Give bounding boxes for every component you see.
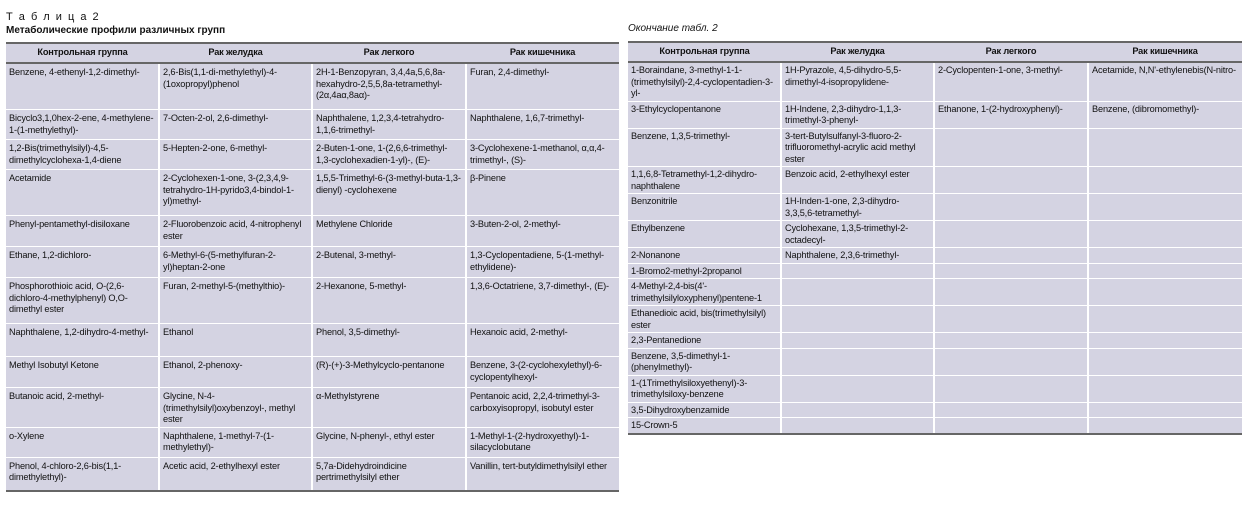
table-cell <box>934 128 1088 167</box>
table-cell: 7-Octen-2-ol, 2,6-dimethyl- <box>159 110 312 140</box>
table-number: Т а б л и ц а 2 <box>6 11 101 23</box>
column-header: Рак кишечника <box>466 43 619 63</box>
table-cell <box>781 418 934 434</box>
table-cell <box>781 333 934 349</box>
table-cell: Glycine, N-4-(trimethylsilyl)oxybenzoyl-, methyl ester <box>159 388 312 428</box>
table-cell: Acetamide <box>6 170 159 216</box>
table-cell: Benzene, (dibromomethyl)- <box>1088 101 1242 128</box>
table-row <box>628 167 1242 194</box>
table-cell <box>1088 306 1242 333</box>
table-row <box>6 427 619 457</box>
table-cell: 1H-Pyrazole, 4,5-dihydro-5,5-dimethyl-4-isopropylidene- <box>781 62 934 101</box>
table-cell: 3-Cyclohexene-1-methanol, α,α,4-trimethyl-, (S)- <box>466 140 619 170</box>
table-cell: 2H-1-Benzopyran, 3,4,4a,5,6,8a-hexahydro-2,5,5,8a-tetramethyl-(2α,4aα,8aα)- <box>312 63 466 110</box>
table-cell: Cyclohexane, 1,3,5-trimethyl-2-octadecyl- <box>781 221 934 248</box>
table-cell: Acetamide, N,N'-ethylenebis(N-nitro- <box>1088 62 1242 101</box>
table-cell <box>934 348 1088 375</box>
table-cell <box>1088 418 1242 434</box>
table-cell: 3,5-Dihydroxybenzamide <box>628 402 781 418</box>
table-cell: Phenol, 4-chloro-2,6-bis(1,1-dimethylethyl)- <box>6 457 159 491</box>
table-cell: 1,3,6-Octatriene, 3,7-dimethyl-, (E)- <box>466 278 619 324</box>
table-cell: Methyl Isobutyl Ketone <box>6 357 159 388</box>
table-row <box>628 418 1242 434</box>
column-header: Контрольная группа <box>628 42 781 62</box>
table-row <box>6 63 619 110</box>
table-cell <box>1088 348 1242 375</box>
table-row <box>6 110 619 140</box>
column-header: Рак желудка <box>159 43 312 63</box>
table-cell: (R)-(+)-3-Methylcyclo-pentanone <box>312 357 466 388</box>
table-cell: 3-Buten-2-ol, 2-methyl- <box>466 216 619 247</box>
table-row <box>628 306 1242 333</box>
table-cell: Bicyclo3,1,0hex-2-ene, 4-methylene-1-(1-methylethyl)- <box>6 110 159 140</box>
table-cell: 2-Hexanone, 5-methyl- <box>312 278 466 324</box>
table-cell: Naphthalene, 2,3,6-trimethyl- <box>781 248 934 264</box>
table-row <box>6 388 619 428</box>
table-cell <box>934 306 1088 333</box>
table-cell <box>934 333 1088 349</box>
table-cell: Phosphorothioic acid, O-(2,6-dichloro-4-methylphenyl) O,O-dimethyl ester <box>6 278 159 324</box>
table-cell: Naphthalene, 1,2,3,4-tetrahydro-1,1,6-trimethyl- <box>312 110 466 140</box>
table-cell: 1,1,6,8-Tetramethyl-1,2-dihydro-naphthalene <box>628 167 781 194</box>
table-cell: Benzene, 1,3,5-trimethyl- <box>628 128 781 167</box>
table-cell: 1H-Inden-1-one, 2,3-dihydro-3,3,5,6-tetramethyl- <box>781 194 934 221</box>
table-cell: Ethane, 1,2-dichloro- <box>6 247 159 278</box>
table-row <box>628 221 1242 248</box>
table-cell: Furan, 2-methyl-5-(methylthio)- <box>159 278 312 324</box>
table-cell: 1,5,5-Trimethyl-6-(3-methyl-buta-1,3-dienyl) -cyclohexene <box>312 170 466 216</box>
table-2-panel <box>6 0 619 492</box>
metabolic-profiles-table <box>6 42 619 492</box>
table-cell: 2-Cyclopenten-1-one, 3-methyl- <box>934 62 1088 101</box>
table-cell: 1,2-Bis(trimethylsilyl)-4,5-dimethylcyclohexa-1,4-diene <box>6 140 159 170</box>
table-cell <box>781 348 934 375</box>
table-cell <box>1088 402 1242 418</box>
table-cell <box>934 194 1088 221</box>
table-cell <box>934 248 1088 264</box>
table-cell: 5,7a-Didehydroindicine pertrimethylsilyl ether <box>312 457 466 491</box>
table-row <box>6 216 619 247</box>
table-cell: Glycine, N-phenyl-, ethyl ester <box>312 427 466 457</box>
table-cell <box>1088 221 1242 248</box>
table-cell <box>781 402 934 418</box>
table-row <box>628 101 1242 128</box>
table-cell: Ethanedioic acid, bis(trimethylsilyl) ester <box>628 306 781 333</box>
table-cell: 1H-Indene, 2,3-dihydro-1,1,3-trimethyl-3-phenyl- <box>781 101 934 128</box>
table-cell <box>781 375 934 402</box>
table-cell: 2-Fluorobenzoic acid, 4-nitrophenyl ester <box>159 216 312 247</box>
table-cell: 2-Nonanone <box>628 248 781 264</box>
table-2-continuation-panel <box>628 0 1242 435</box>
table-row <box>628 263 1242 279</box>
table-cell <box>934 418 1088 434</box>
table-cell <box>934 279 1088 306</box>
column-header: Рак легкого <box>934 42 1088 62</box>
table-cell: Naphthalene, 1-methyl-7-(1-methylethyl)- <box>159 427 312 457</box>
metabolic-profiles-table-continued <box>628 41 1242 435</box>
table-cell <box>934 402 1088 418</box>
table-cell: 1-Boraindane, 3-methyl-1-1-(trimethylsilyl)-2,4-cyclopentadien-3-yl- <box>628 62 781 101</box>
table-row <box>6 278 619 324</box>
table-cell <box>934 221 1088 248</box>
table-cell: Furan, 2,4-dimethyl- <box>466 63 619 110</box>
table-cell <box>781 279 934 306</box>
table-cell <box>1088 279 1242 306</box>
table-cell: Ethanol, 2-phenoxy- <box>159 357 312 388</box>
table-cell: 2-Butenal, 3-methyl- <box>312 247 466 278</box>
table-cell: β-Pinene <box>466 170 619 216</box>
table-cell <box>934 375 1088 402</box>
table-cell: α-Methylstyrene <box>312 388 466 428</box>
table-cell <box>1088 248 1242 264</box>
table-row <box>6 170 619 216</box>
table-cell: Ethanol <box>159 324 312 357</box>
table-cell: 1-(1Trimethylsiloxyethenyl)-3-trimethylsiloxy-benzene <box>628 375 781 402</box>
column-header: Рак желудка <box>781 42 934 62</box>
table-row <box>628 248 1242 264</box>
table-cell: Hexanoic acid, 2-methyl- <box>466 324 619 357</box>
table-cell: Benzene, 3,5-dimethyl-1-(phenylmethyl)- <box>628 348 781 375</box>
table-cell: Benzene, 4-ethenyl-1,2-dimethyl- <box>6 63 159 110</box>
table-cell: Pentanoic acid, 2,2,4-trimethyl-3-carboxyisopropyl, isobutyl ester <box>466 388 619 428</box>
table-cell: Ethylbenzene <box>628 221 781 248</box>
table-row <box>628 402 1242 418</box>
table-cell: Naphthalene, 1,6,7-trimethyl- <box>466 110 619 140</box>
column-header: Рак кишечника <box>1088 42 1242 62</box>
table-cell: 1-Methyl-1-(2-hydroxyethyl)-1-silacyclobutane <box>466 427 619 457</box>
table-cell: 15-Crown-5 <box>628 418 781 434</box>
continuation-caption: Окончание табл. 2 <box>628 23 718 34</box>
table-row <box>628 62 1242 101</box>
table-cell: Acetic acid, 2-ethylhexyl ester <box>159 457 312 491</box>
table-cell: Benzoic acid, 2-ethylhexyl ester <box>781 167 934 194</box>
table-row <box>628 333 1242 349</box>
table-title: Метаболические профили различных групп <box>6 25 226 36</box>
table-cell <box>1088 194 1242 221</box>
table-cell: 2-Buten-1-one, 1-(2,6,6-trimethyl-1,3-cyclohexadien-1-yl)-, (E)- <box>312 140 466 170</box>
table-cell: Phenol, 3,5-dimethyl- <box>312 324 466 357</box>
table-cell: 2,3-Pentanedione <box>628 333 781 349</box>
table-cell: Butanoic acid, 2-methyl- <box>6 388 159 428</box>
table-cell <box>934 167 1088 194</box>
table-cell: 2-Cyclohexen-1-one, 3-(2,3,4,9-tetrahydro-1H-pyrido3,4-bindol-1-yl)methyl- <box>159 170 312 216</box>
table-cell <box>1088 263 1242 279</box>
table-row <box>6 140 619 170</box>
table-cell: Phenyl-pentamethyl-disiloxane <box>6 216 159 247</box>
table-cell: 5-Hepten-2-one, 6-methyl- <box>159 140 312 170</box>
table-cell <box>1088 167 1242 194</box>
table-cell: 6-Methyl-6-(5-methylfuran-2-yl)heptan-2-one <box>159 247 312 278</box>
table-cell <box>934 263 1088 279</box>
table-cell: 1-Bromo2-methyl-2propanol <box>628 263 781 279</box>
table-cell: Methylene Chloride <box>312 216 466 247</box>
table-cell: 2,6-Bis(1,1-di-methylethyl)-4-(1oxopropyl)phenol <box>159 63 312 110</box>
table-row <box>628 279 1242 306</box>
table-cell: Benzonitrile <box>628 194 781 221</box>
table-cell: Naphthalene, 1,2-dihydro-4-methyl- <box>6 324 159 357</box>
column-header: Контрольная группа <box>6 43 159 63</box>
table-row <box>6 324 619 357</box>
table-row <box>628 128 1242 167</box>
column-header: Рак легкого <box>312 43 466 63</box>
table-row <box>628 375 1242 402</box>
table-cell: Ethanone, 1-(2-hydroxyphenyl)- <box>934 101 1088 128</box>
table-cell: Vanillin, tert-butyldimethylsilyl ether <box>466 457 619 491</box>
table-cell: 3-Ethylcyclopentanone <box>628 101 781 128</box>
table-row <box>6 457 619 491</box>
table-cell: Benzene, 3-(2-cyclohexylethyl)-6-cyclopentylhexyl- <box>466 357 619 388</box>
table-row <box>6 247 619 278</box>
table-cell <box>781 263 934 279</box>
table-cell <box>1088 128 1242 167</box>
table-row <box>6 357 619 388</box>
table-cell: 4-Methyl-2,4-bis(4'-trimethylsilyloxyphenyl)pentene-1 <box>628 279 781 306</box>
table-cell: o-Xylene <box>6 427 159 457</box>
table-row <box>628 194 1242 221</box>
table-cell <box>781 306 934 333</box>
table-cell <box>1088 333 1242 349</box>
table-cell: 1,3-Cyclopentadiene, 5-(1-methyl-ethylidene)- <box>466 247 619 278</box>
table-cell <box>1088 375 1242 402</box>
table-row <box>628 348 1242 375</box>
table-cell: 3-tert-Butylsulfanyl-3-fluoro-2-trifluoromethyl-acrylic acid methyl ester <box>781 128 934 167</box>
